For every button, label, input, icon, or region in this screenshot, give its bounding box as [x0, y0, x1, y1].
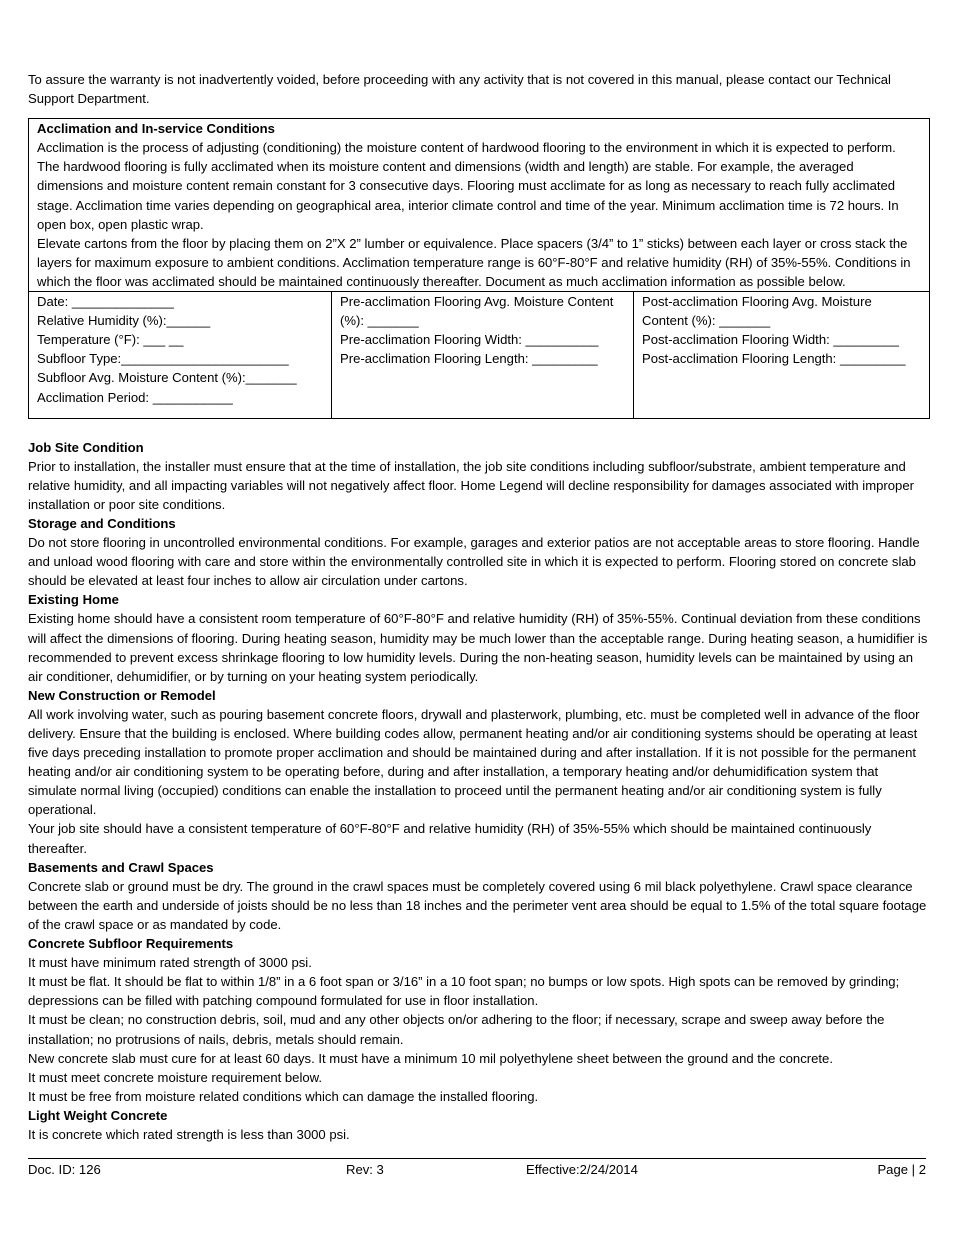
section-storage	[28, 514, 930, 590]
form-field: Post-acclimation Flooring Avg. Moisture Content (%): _______	[642, 294, 872, 329]
form-field: Pre-acclimation Flooring Width: __________	[340, 332, 599, 348]
acclimation-paragraph: Elevate cartons from the floor by placing them on 2”X 2” lumber or equivalence. Place spacers (3/4” to 1” sticks) between each layer or cross stack the layers for maximum exposure to ambient conditions. Acclimation temperature range is 60°F-80°F and relative humidity (RH) of 35%-55%. Conditions in which the floor was acclimated should be maintained continuously thereafter. Document as much acclimation information as possible below.	[37, 235, 911, 289]
acclimation-col-pre	[331, 292, 633, 418]
document-page	[28, 70, 930, 1144]
acclimation-box	[28, 118, 930, 418]
footer-page-number: Page | 2	[877, 1162, 926, 1177]
acclimation-paragraph: Acclimation is the process of adjusting (conditioning) the moisture content of hardwood flooring to the environment in which it is expected to perform. The hardwood flooring is fully acclimated when its moisture content and dimensions (width and length) are stable. For example, the averaged dimensions and moisture content remain constant for 3 consecutive days. Flooring must acclimate for as long as necessary to reach fully acclimated stage. Acclimation time varies depending on geographical area, interior climate control and time of the year. Minimum acclimation time is 72 hours. In open box, open plastic wrap.	[37, 140, 899, 232]
section-new-construction	[28, 686, 930, 858]
form-field: Date: ______________	[37, 294, 174, 310]
section-paragraph: It must meet concrete moisture requirement below.	[28, 1069, 323, 1085]
form-field: Temperature (°F): ___ __	[37, 332, 184, 348]
acclimation-heading: Acclimation and In-service Conditions	[37, 121, 275, 137]
footer-effective-date: Effective:2/24/2014	[526, 1162, 638, 1177]
form-field: Post-acclimation Flooring Width: _________	[642, 332, 899, 348]
section-paragraph: It must be clean; no construction debris, soil, mud and any other objects on/or adhering to the floor; if necessary, scrape and sweep away before the installation; no protrusions of nails, debris, metals should remain.	[28, 1012, 885, 1047]
section-heading: Light Weight Concrete	[28, 1107, 168, 1123]
section-basements	[28, 858, 930, 934]
form-field: Post-acclimation Flooring Length: _________	[642, 351, 906, 367]
section-concrete-subfloor	[28, 934, 930, 1106]
section-heading: Existing Home	[28, 592, 119, 608]
section-paragraph: Prior to installation, the installer must ensure that at the time of installation, the job site conditions including subfloor/substrate, ambient temperature and relative humidity, and all impacting variables will not negatively affect floor. Home Legend will decline responsibility for damages associated with improper installation or poor site conditions.	[28, 458, 914, 512]
section-paragraph: Your job site should have a consistent temperature of 60°F-80°F and relative humidity (RH) of 35%-55% which should be maintained continuously thereafter.	[28, 821, 872, 856]
section-paragraph: It must have minimum rated strength of 3000 psi.	[28, 955, 312, 971]
section-job-site	[28, 438, 930, 514]
intro-paragraph: To assure the warranty is not inadvertently voided, before proceeding with any activity that is not covered in this manual, please contact our Technical Support Department.	[28, 72, 891, 107]
form-field: Relative Humidity (%):______	[37, 313, 211, 329]
section-paragraph: It must be flat. It should be flat to within 1/8” in a 6 foot span or 3/16” in a 10 foot span; no bumps or low spots. High spots can be removed by grinding; depressions can be filled with patching compound formulated for use in floor installation.	[28, 974, 900, 1009]
form-field: Acclimation Period: ___________	[37, 389, 233, 405]
section-paragraph: Do not store flooring in uncontrolled environmental conditions. For example, garages and exterior patios are not acceptable areas to store flooring. Handle and unload wood flooring with care and store within the environmentally controlled site in which it is expected to perform. Flooring stored on concrete slab should be elevated at least four inches to allow air circulation under cartons.	[28, 535, 920, 589]
form-field: Subfloor Type:_______________________	[37, 351, 289, 367]
section-existing-home	[28, 590, 930, 685]
footer-revision: Rev: 3	[346, 1162, 384, 1177]
acclimation-record-table	[29, 291, 929, 418]
section-paragraph: All work involving water, such as pouring basement concrete floors, drywall and plasterwork, plumbing, etc. must be completed well in advance of the floor delivery. Ensure that the building is enclosed. Where building codes allow, permanent heating and/or air conditioning systems should be operating at least five days preceding installation to promote proper acclimation and should be maintained during and after installation. If it is not possible for the permanent heating and/or air conditioning system to be operating before, during and after installation, a temporary heating and/or dehumidification system that simulate normal living (occupied) conditions can enable the installation to proceed until the permanent heating and/or air conditioning system is fully operational.	[28, 706, 920, 818]
acclimation-col-post	[633, 292, 929, 418]
section-heading: Storage and Conditions	[28, 515, 176, 531]
section-paragraph: It must be free from moisture related conditions which can damage the installed flooring.	[28, 1088, 539, 1104]
section-paragraph: It is concrete which rated strength is less than 3000 psi.	[28, 1126, 350, 1142]
section-paragraph: New concrete slab must cure for at least 60 days. It must have a minimum 10 mil polyethylene sheet between the ground and the concrete.	[28, 1050, 833, 1066]
section-paragraph: Existing home should have a consistent room temperature of 60°F-80°F and relative humidity (RH) of 35%-55%. Continual deviation from these conditions will affect the dimensions of flooring. During heating season, humidity may be much lower than the acceptable range. During heating season, a humidifier is recommended to prevent excess shrinkage flooring to low humidity levels. During the non-heating season, humidity levels can be maintained by using an air conditioner, dehumidifier, or by turning on your heating system periodically.	[28, 611, 928, 684]
section-paragraph: Concrete slab or ground must be dry. The ground in the crawl spaces must be completely covered using 6 mil black polyethylene. Crawl space clearance between the earth and underside of joists should be no less than 18 inches and the perimeter vent area should be equal to 1.5% of the total square footage of the crawl space or as mandated by code.	[28, 878, 927, 932]
acclimation-text	[29, 119, 929, 291]
acclimation-col-site	[29, 292, 331, 418]
section-heading: Job Site Condition	[28, 439, 144, 455]
section-heading: New Construction or Remodel	[28, 687, 216, 703]
form-field: Pre-acclimation Flooring Length: _________	[340, 351, 598, 367]
section-light-weight-concrete	[28, 1106, 930, 1144]
section-heading: Basements and Crawl Spaces	[28, 859, 214, 875]
section-heading: Concrete Subfloor Requirements	[28, 936, 234, 952]
form-field: Pre-acclimation Flooring Avg. Moisture Content (%): _______	[340, 294, 614, 329]
form-field: Subfloor Avg. Moisture Content (%):_______	[37, 370, 297, 386]
footer-doc-id: Doc. ID: 126	[28, 1162, 101, 1177]
page-footer	[28, 1158, 926, 1177]
sections	[28, 438, 930, 1144]
